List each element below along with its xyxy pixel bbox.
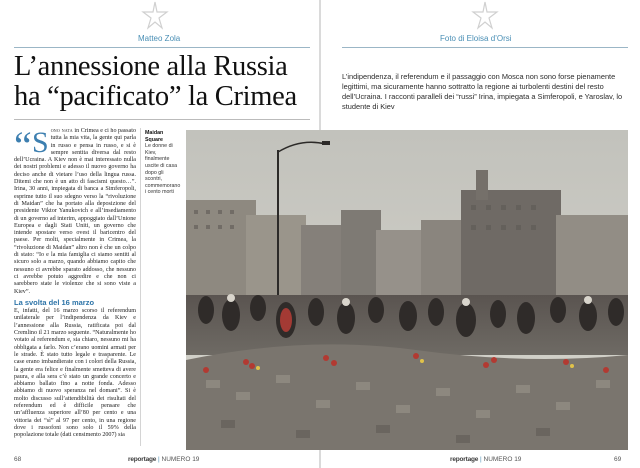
title-rule: [14, 119, 310, 120]
body-paragraph-2: E, infatti, del 16 marzo scorso il referendum unilaterale per l’indipendenza da Kiev e l’annessione alla Russia, ratificata poi dal Cremlino il 21 marzo seguente. “Naturalmente ho votato al referendum e, sia chiaro, nessuno mi ha obbligata a farlo. Non c’erano uomini armati per le strade. È stato tutto legale e trasparente. Le case erano imbandierate con i colori della Russia, la gente era felice e finalmente smetteva di avere paura, e alla sera c’è stato un grande concerto e abbiamo ballato fino a notte fonda. Adesso abbiamo di nuovo speranza nel domani”. Si è molto discusso sull’attendibilità dei risultati del referendum ed è difficile pensare che un’affluenza superiore all’80 per cento e una vittoria dei “sì” al 97 per cento, in una regione dove i russofoni sono solo il 59% della popolazione totale (dati censimento 2007) sia: [14, 308, 136, 439]
article-title: L’annessione alla Russia ha “pacificato” la Crimea: [14, 51, 297, 112]
header-rule-right: [342, 47, 628, 48]
standfirst: L’indipendenza, il referendum e il passaggio con Mosca non sono forse pienamente legittimi, ma sicuramente hanno sottratto la regione ai turbolenti destini del resto dell’Ucraina. I racconti paralleli dei “russi” Irina, impiegata a Simferopoli, e Yaroslav, lo studente di Kiev: [342, 72, 623, 111]
page-number-right: 69: [614, 456, 622, 463]
drop-cap: S: [32, 128, 49, 159]
main-photo: [186, 130, 628, 450]
footer-brand-right: reportage | NUMERO 19: [450, 456, 522, 463]
lead-smallcaps: ono nata: [50, 128, 73, 134]
author-credit: Matteo Zola: [138, 34, 181, 43]
footer-brand-left: reportage | NUMERO 19: [128, 456, 200, 463]
issue-number: NUMERO 19: [161, 456, 200, 463]
photo-credit: Foto di Eloisa d’Orsi: [440, 34, 512, 43]
photo-illustration: [186, 130, 628, 450]
brand-name: reportage: [128, 456, 157, 463]
paragraph-1-text: in Crimea e ci ho passato tutta la mia vita, la gente qui parla in russo e pensa in russo, e si è sempre sentita diversa dal resto dell’Ucraina. A Kiev non è mai interessato nulla dei nostri problemi e adesso il nuovo governo ha deciso anche di vietare l’uso della lingua russa. Ditemi che non è un atto di fascismi questo…”. Irina, 30 anni, impiegata di banca a Simferopoli, esprime tutto il suo sdegno verso la “rivoluzione di Maidan” che ha portato alla deposizione del presidente Viktor Yanukovich e all’insediamento di un governo ad interim, appoggiato dall’Unione Europea e dagli Stati Uniti, un governo che intende spostare verso ovest il baricentro del paese. Per molti, specialmente in Crimea, la “rivoluzione di Maidan” altro non è che un colpo di stato: “Io e la mia famiglia ci siamo sentiti al sicuro solo a marzo, quando abbiamo capito che nessuno ci avrebbe sparato addosso, che nessuno ci avrebbe potuto aggredire e che non ci sarebbero state le violenze che si sono viste a Kiev”.: [14, 128, 136, 295]
brand-name: reportage: [450, 456, 479, 463]
caption-text: Le donne di Kiev, finalmente uscite di casa dopo gli scontri, commemorano i cento morti: [145, 143, 181, 196]
section-subhead: La svolta del 16 marzo: [14, 297, 95, 307]
body-column: [14, 123, 136, 446]
photo-caption: [145, 130, 182, 196]
opening-quote-mark: “: [14, 123, 32, 168]
issue-number: NUMERO 19: [483, 456, 522, 463]
star-ornament-icon: [470, 0, 500, 30]
header-rule: [14, 47, 310, 48]
star-ornament-icon: [140, 0, 170, 30]
caption-title: Maidan Square: [145, 130, 164, 143]
page-number-left: 68: [14, 456, 22, 463]
body-paragraph-1: [14, 123, 136, 296]
column-rule: [140, 128, 141, 446]
